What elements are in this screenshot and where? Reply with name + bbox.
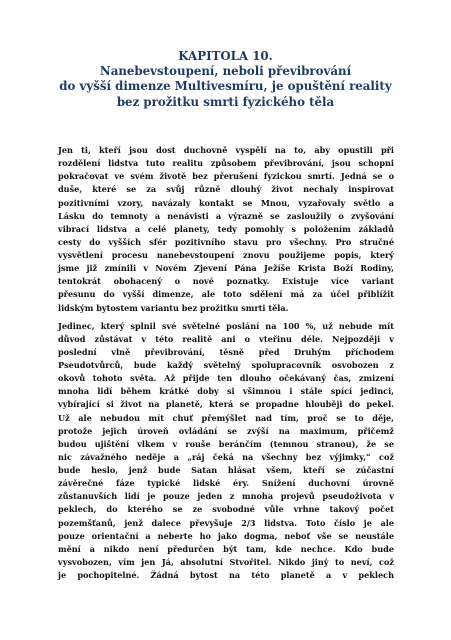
text-line: závěrečné fáze typické lidské éry. Snížení duchovní úrovně — [58, 478, 394, 489]
text-line: tentokrát obohacený o nové poznatky. Existuje více variant — [58, 276, 394, 287]
text-line: přesunu do vyšší dimenze, ale toto sdělení má za účel přiblížit — [58, 289, 394, 300]
text-line: důvod zůstávat v této realitě ani o vteřinu déle. Nejpozději v — [58, 333, 394, 344]
text-line: Jedinec, který splnil své světelné poslání na 100 %, už nebude mít — [58, 320, 394, 331]
chapter-body — [58, 144, 394, 582]
text-line: cesty do vyšších sfér pozitivního stavu pro všechny. Pro stručné — [58, 236, 394, 247]
text-line: pouze orientační a neberte ho jako dogma, neboť vše se neustále — [58, 530, 394, 541]
text-line: Pseudotvůrců, bude každý světelný spolupracovník osvobozen z — [58, 360, 394, 370]
chapter-title-line: bez prožitku smrti fyzického těla — [116, 94, 335, 109]
text-line: okovů tohoto světa. Až přijde ten dlouho očekávaný čas, zmizení — [58, 373, 394, 384]
text-line: budou ujištění vlkem v rouše beránčím (temnou stranou), že se — [58, 438, 394, 449]
text-line: vysvětlení procesu nanebevstoupení znovu použijeme popis, který — [58, 250, 394, 260]
text-line: Lásku do temnoty a nenávisti a výrazně se zasloužily o zvyšování — [58, 210, 394, 221]
chapter-title-line: Nanebevstoupení, neboli převibrování — [99, 64, 352, 79]
text-line: Už ale nebudou mít chuť přemýšlet nad tím, proč se to děje, — [58, 412, 394, 423]
body-paragraph — [58, 320, 394, 583]
text-line: mění a nikdo není předurčen být tam, kde nechce. Kdo bude — [58, 543, 394, 554]
text-line: bude heslo, jenž bude Satan hlásat všem, kteří se zúčastní — [58, 465, 394, 475]
text-line: Jen ti, kteří jsou dost duchovně vyspělí na to, aby opustili při — [58, 145, 394, 155]
text-line: lidským bytostem variantu bez prožitku smrti těla. — [58, 302, 289, 313]
text-line: rozdělení lidstva tuto realitu způsobem převibrování, jsou schopni — [58, 158, 394, 169]
text-line: pozemšťanů, jenž dalece převyšuje 2/3 lidstva. Toto číslo je ale — [58, 517, 394, 528]
body-paragraph — [58, 144, 394, 315]
text-line: zůstanuvších lidí je pouze jeden z mnoha projevů pseudoživota v — [58, 491, 394, 502]
text-line: vibrací lidstva a celé planety, tedy pomohly s položením základů — [58, 223, 394, 234]
text-line: mnoha lidí během krátké doby si všimnou i stále spící jedinci, — [58, 386, 394, 397]
text-line: peklech, do kterého se ze svobodné vůle vrhne takový počet — [58, 504, 394, 515]
text-line: poslední vlně převibrování, těsně před Druhým příchodem — [58, 346, 394, 357]
chapter-number: KAPITOLA 10. — [178, 49, 273, 63]
text-line: vybírající si život na planetě, která se propadne hlouběji do pekel. — [58, 399, 394, 410]
text-line: pokračovat ve svém životě bez přerušení fyzickou smrtí. Jedná se o — [58, 171, 394, 182]
text-line: pozitivními vzory, navázaly kontakt se Mnou, vyzařovaly světlo a — [58, 197, 394, 208]
text-line: duše, které se za svůj různě dlouhý život nechaly inspirovat — [58, 184, 394, 195]
text-line: protože jejich úroveň ovládání se zvýší na maximum, přičemž — [58, 425, 394, 436]
text-line: vysvobozen, vím jen Já, absolutní Stvořitel. Nikdo jiný to neví, což — [58, 556, 394, 567]
text-line: jsme již zmínili v Novém Zjevení Pána Ježíše Krista Boží Rodiny, — [58, 263, 394, 274]
chapter-title-line: do vyšší dimenze Multivesmíru, je opuštění reality — [59, 79, 392, 94]
chapter-heading — [40, 49, 411, 110]
text-line: nic závažného neděje a „ráj čeká na všechny bez výjimky,“ což — [58, 451, 394, 462]
text-line: je pochopitelné. Žádná bytost na této planetě a v peklech — [58, 570, 394, 580]
